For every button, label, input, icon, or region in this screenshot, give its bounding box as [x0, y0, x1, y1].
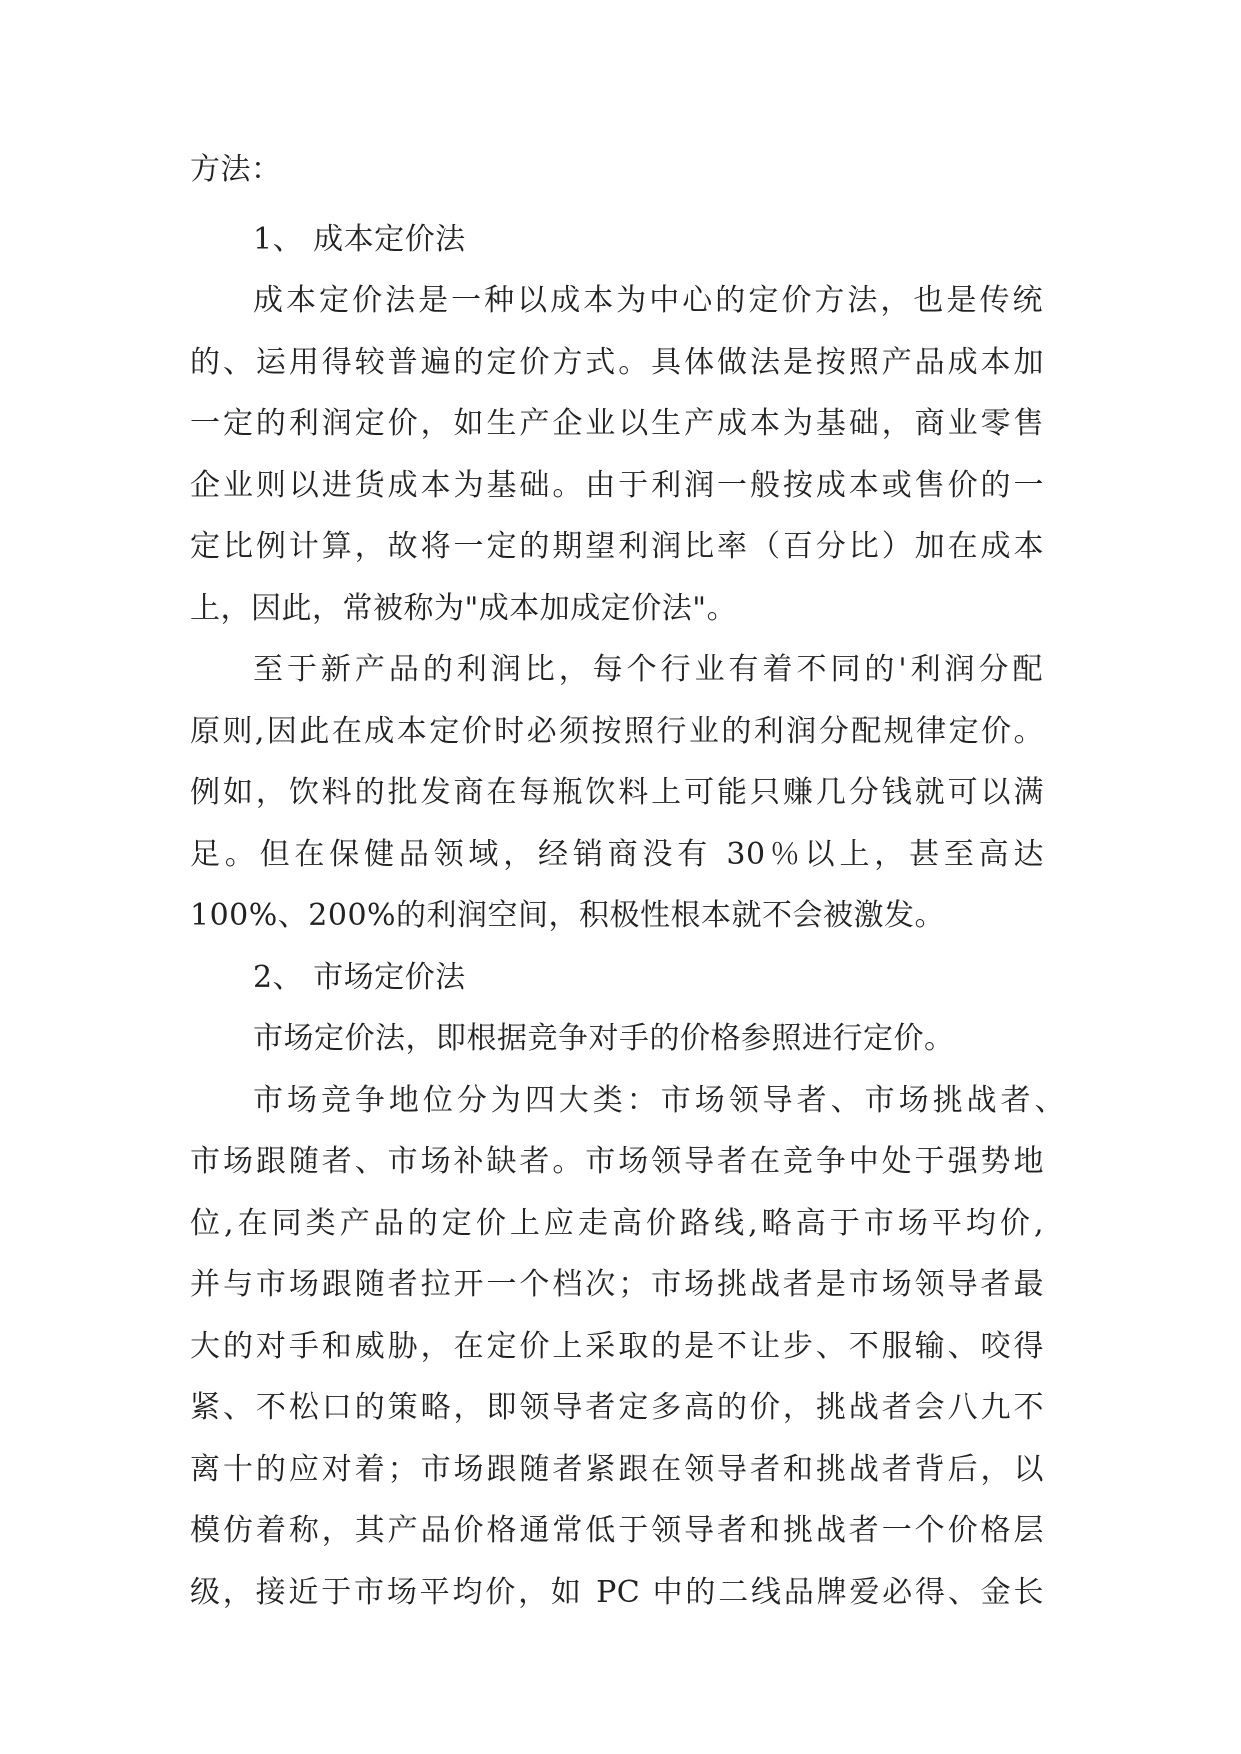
text-line-15: 市场定价法，即根据竞争对手的价格参照进行定价。	[253, 1021, 955, 1056]
text-line-13: 100%、200%的利润空间，积极性根本就不会被激发。	[190, 898, 946, 933]
text-line-18: 位,在同类产品的定价上应走高价路线,略高于市场平均价,	[190, 1206, 1044, 1241]
text-line-11: 例如，饮料的批发商在每瓶饮料上可能只赚几分钱就可以满	[190, 775, 1044, 810]
text-line-22: 离十的应对着；市场跟随者紧跟在领导者和挑战者背后，以	[190, 1452, 1044, 1487]
text-line-6: 企业则以进货成本为基础。由于利润一般按成本或售价的一	[190, 468, 1044, 503]
text-line-21: 紧、不松口的策略，即领导者定多高的价，挑战者会八九不	[190, 1390, 1044, 1425]
text-line-16: 市场竞争地位分为四大类：市场领导者、市场挑战者、	[253, 1083, 1065, 1118]
text-line-8: 上，因此，常被称为"成本加成定价法"。	[190, 591, 738, 626]
text-line-4: 的、运用得较普遍的定价方式。具体做法是按照产品成本加	[190, 345, 1044, 380]
text-line-20: 大的对手和威胁，在定价上采取的是不让步、不服输、咬得	[190, 1329, 1044, 1364]
text-line-19: 并与市场跟随者拉开一个档次；市场挑战者是市场领导者最	[190, 1267, 1044, 1302]
text-line-12: 足。但在保健品领域，经销商没有 30％以上，甚至高达	[190, 837, 1044, 872]
text-line-17: 市场跟随者、市场补缺者。市场领导者在竞争中处于强势地	[190, 1144, 1044, 1179]
text-line-10: 原则,因此在成本定价时必须按照行业的利润分配规律定价。	[190, 714, 1044, 749]
text-line-23: 模仿着称，其产品价格通常低于领导者和挑战者一个价格层	[190, 1513, 1044, 1548]
section-heading-cost-pricing: 1、 成本定价法	[253, 222, 466, 257]
text-line-1: 方法：	[190, 152, 282, 187]
text-line-9: 至于新产品的利润比，每个行业有着不同的'利润分配	[253, 652, 1043, 687]
section-heading-market-pricing: 2、 市场定价法	[253, 960, 466, 995]
text-line-5: 一定的利润定价，如生产企业以生产成本为基础，商业零售	[190, 406, 1044, 441]
text-line-7: 定比例计算，故将一定的期望利润比率（百分比）加在成本	[190, 529, 1044, 564]
text-line-3: 成本定价法是一种以成本为中心的定价方法，也是传统	[253, 283, 1043, 318]
text-line-24: 级，接近于市场平均价，如 PC 中的二线品牌爱必得、金长	[190, 1575, 1044, 1610]
